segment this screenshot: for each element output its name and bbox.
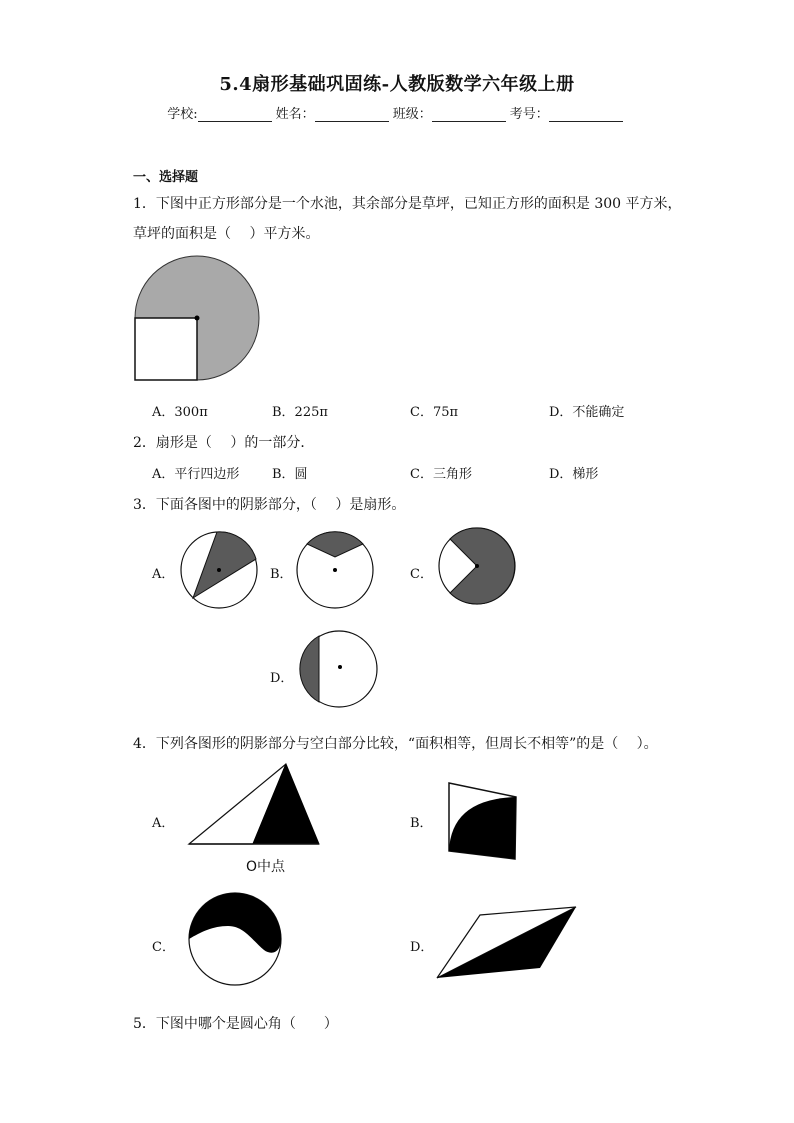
exam-no-blank[interactable] [549,107,623,122]
q2-text: 2．扇形是（ ）的一部分． [133,435,315,451]
q4-figure-b[interactable] [446,781,520,863]
q4-option-d[interactable]: D． [410,940,434,955]
q1-text-line1: 1．下图中正方形部分是一个水池，其余部分是草坪，已知正方形的面积是 300 平方米， [133,196,682,212]
q1-option-b[interactable]: B．225π [272,405,328,420]
q4-figure-a[interactable] [186,762,326,848]
q2-option-c[interactable]: C．三角形 [410,467,472,482]
q3-figure-d[interactable] [300,630,380,710]
q1-figure [130,255,265,385]
q2-option-a[interactable]: A．平行四边形 [152,467,240,482]
school-label: 学校: [167,107,198,122]
q3-figure-a[interactable] [180,531,260,611]
school-blank[interactable] [198,107,272,122]
exam-no-label: 考号： [509,107,549,122]
page-title: 5.4扇形基础巩固练-人教版数学六年级上册 [219,74,575,95]
q4-a-caption: O中点 [246,859,286,875]
class-label: 班级： [392,107,432,122]
q4-figure-c[interactable] [188,892,284,988]
q4-text: 4．下列各图形的阴影部分与空白部分比较，“面积相等，但周长不相等”的是（ ）。 [133,736,658,752]
name-blank[interactable] [315,107,389,122]
q5-text: 5．下图中哪个是圆心角（ ） [133,1016,338,1032]
q1-option-a[interactable]: A．300π [152,405,208,420]
q4-option-c[interactable]: C． [152,940,175,955]
class-blank[interactable] [432,107,506,122]
section-title: 一、选择题 [133,170,199,185]
q3-d-shaded-segment [300,636,319,702]
q1-option-d[interactable]: D．不能确定 [549,405,625,420]
q4-option-b[interactable]: B． [410,816,433,831]
q3-text: 3．下面各图中的阴影部分，（ ）是扇形。 [133,497,406,513]
q3-option-c[interactable]: C． [410,567,433,582]
q2-option-b[interactable]: B．圆 [272,467,308,482]
q1-pool-square [135,318,197,380]
name-label: 姓名： [275,107,315,122]
q2-option-d[interactable]: D．梯形 [549,467,599,482]
q3-option-b[interactable]: B． [270,567,293,582]
q1-text-line2: 草坪的面积是（ ）平方米。 [133,226,320,242]
q4-figure-d[interactable] [434,904,580,982]
q3-figure-b[interactable] [296,531,376,611]
q3-option-d[interactable]: D． [270,671,294,686]
student-info-line [0,103,794,122]
q1-option-c[interactable]: C．75π [410,405,459,420]
q4-option-a[interactable]: A． [152,816,175,831]
q1-center-dot [195,316,200,321]
q3-figure-c[interactable] [438,527,520,609]
q3-option-a[interactable]: A． [152,567,175,582]
